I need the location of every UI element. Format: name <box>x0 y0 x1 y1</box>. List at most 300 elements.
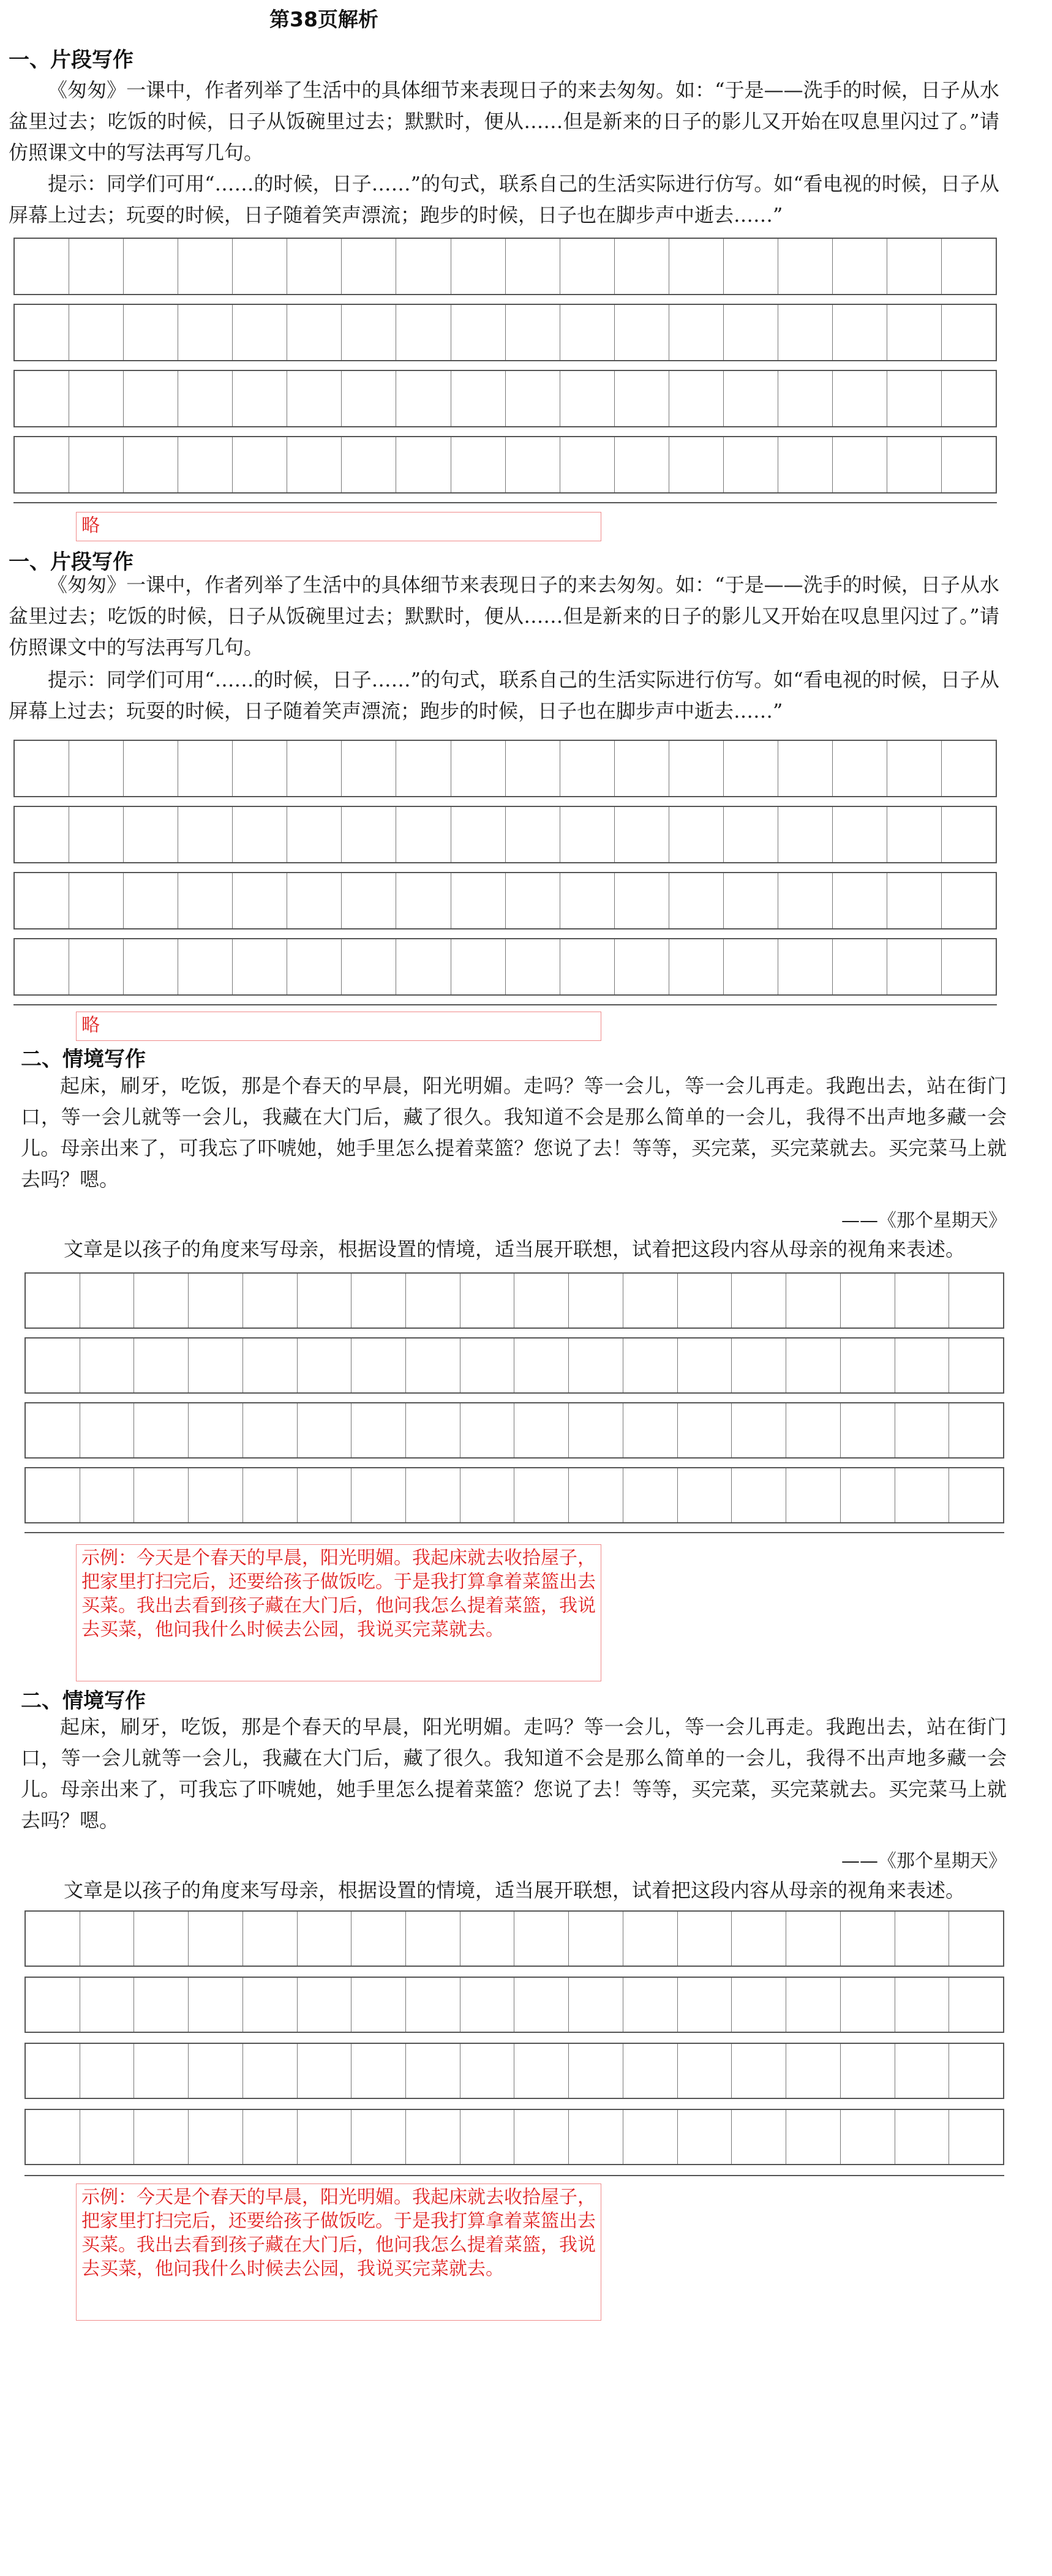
grid-cell <box>243 1468 298 1522</box>
grid-cell <box>287 939 342 994</box>
grid-cell <box>778 239 833 294</box>
grid-cell <box>569 2110 623 2164</box>
grid-cell <box>841 1339 895 1392</box>
grid-cell <box>678 1403 732 1457</box>
grid-cell <box>833 807 887 862</box>
grid-cell <box>15 371 69 426</box>
grid-cell <box>506 371 560 426</box>
grid-cell <box>243 2110 298 2164</box>
grid-cell <box>406 1339 460 1392</box>
grid-cell <box>80 2110 135 2164</box>
answer-box: 略 <box>76 512 601 541</box>
grid-cell <box>615 371 669 426</box>
grid-cell <box>841 1912 895 1966</box>
grid-cell <box>451 873 506 928</box>
grid-cell <box>298 1912 352 1966</box>
grid-cell <box>560 741 615 796</box>
grid-cell <box>833 437 887 492</box>
grid-row <box>24 1402 1004 1459</box>
grid-cell <box>351 1403 406 1457</box>
grid-cell <box>460 1468 515 1522</box>
grid-row <box>13 806 997 863</box>
grid-cell <box>942 873 996 928</box>
grid-cell <box>623 2044 678 2098</box>
grid-cell <box>396 741 451 796</box>
grid-cell <box>189 1403 243 1457</box>
grid-cell <box>287 239 342 294</box>
grid-cell <box>134 1403 189 1457</box>
grid-divider <box>13 502 997 503</box>
grid-cell <box>569 1468 623 1522</box>
grid-cell <box>351 2110 406 2164</box>
grid-cell <box>460 1912 515 1966</box>
grid-cell <box>506 437 560 492</box>
grid-cell <box>15 807 69 862</box>
grid-row <box>24 2043 1004 2099</box>
grid-cell <box>732 2044 786 2098</box>
grid-cell <box>69 305 124 360</box>
grid-cell <box>406 1912 460 1966</box>
grid-cell <box>678 1468 732 1522</box>
grid-row <box>24 2109 1004 2165</box>
grid-cell <box>124 939 178 994</box>
grid-cell <box>460 2044 515 2098</box>
grid-cell <box>569 1339 623 1392</box>
grid-cell <box>833 239 887 294</box>
grid-row <box>24 1272 1004 1329</box>
grid-cell <box>786 1403 841 1457</box>
section-heading: 二、情境写作 <box>21 1047 146 1072</box>
grid-cell <box>342 437 396 492</box>
grid-cell <box>342 371 396 426</box>
grid-cell <box>233 873 287 928</box>
grid-divider <box>24 2175 1004 2176</box>
grid-cell <box>80 1912 135 1966</box>
grid-cell <box>615 741 669 796</box>
grid-cell <box>949 1339 1003 1392</box>
grid-row <box>13 740 997 797</box>
grid-cell <box>124 305 178 360</box>
grid-cell <box>15 437 69 492</box>
grid-cell <box>949 1978 1003 2032</box>
grid-cell <box>506 939 560 994</box>
grid-cell <box>15 939 69 994</box>
grid-cell <box>134 1274 189 1327</box>
grid-cell <box>560 305 615 360</box>
grid-cell <box>895 1978 950 2032</box>
grid-cell <box>724 807 778 862</box>
grid-cell <box>287 873 342 928</box>
grid-cell <box>406 1978 460 2032</box>
grid-cell <box>786 1274 841 1327</box>
grid-cell <box>69 239 124 294</box>
grid-cell <box>69 741 124 796</box>
grid-cell <box>942 741 996 796</box>
grid-cell <box>560 807 615 862</box>
grid-cell <box>178 305 233 360</box>
grid-cell <box>623 1468 678 1522</box>
grid-cell <box>887 239 942 294</box>
grid-cell <box>514 1468 569 1522</box>
writing-grid <box>13 238 997 502</box>
grid-cell <box>841 2044 895 2098</box>
grid-cell <box>189 2044 243 2098</box>
grid-cell <box>942 807 996 862</box>
grid-cell <box>724 239 778 294</box>
prompt-paragraph: 《匆匆》一课中，作者列举了生活中的具体细节来表现日子的来去匆匆。如：“于是——洗手的时候，日子从水盆里过去；吃饭的时候，日子从饭碗里过去；默默时，便从……但是新来的日子的影儿又开始在叹息里闪过了。”请仿照课文中的写法再写几句。 <box>9 78 999 164</box>
grid-cell <box>406 1468 460 1522</box>
grid-cell <box>678 1912 732 1966</box>
grid-cell <box>887 873 942 928</box>
grid-cell <box>669 239 724 294</box>
grid-cell <box>26 1274 80 1327</box>
grid-cell <box>724 873 778 928</box>
grid-cell <box>460 1978 515 2032</box>
grid-cell <box>80 2044 135 2098</box>
grid-cell <box>887 741 942 796</box>
grid-cell <box>615 873 669 928</box>
grid-cell <box>233 437 287 492</box>
grid-cell <box>178 239 233 294</box>
grid-cell <box>678 2044 732 2098</box>
grid-cell <box>287 305 342 360</box>
grid-cell <box>942 939 996 994</box>
grid-cell <box>124 239 178 294</box>
grid-cell <box>833 741 887 796</box>
grid-cell <box>351 1912 406 1966</box>
grid-cell <box>124 741 178 796</box>
grid-cell <box>569 1274 623 1327</box>
grid-cell <box>514 1978 569 2032</box>
grid-cell <box>342 807 396 862</box>
grid-cell <box>124 437 178 492</box>
grid-cell <box>623 1912 678 1966</box>
grid-cell <box>233 807 287 862</box>
grid-cell <box>732 1403 786 1457</box>
grid-cell <box>134 2110 189 2164</box>
grid-cell <box>287 371 342 426</box>
grid-cell <box>786 1978 841 2032</box>
page-title: 第38页解析 <box>269 7 378 31</box>
grid-cell <box>396 305 451 360</box>
grid-cell <box>233 939 287 994</box>
grid-cell <box>560 239 615 294</box>
grid-cell <box>69 939 124 994</box>
grid-cell <box>833 371 887 426</box>
grid-cell <box>80 1403 135 1457</box>
grid-cell <box>887 939 942 994</box>
grid-cell <box>406 1274 460 1327</box>
grid-row <box>13 436 997 494</box>
grid-cell <box>560 437 615 492</box>
grid-cell <box>406 1403 460 1457</box>
grid-cell <box>895 2044 950 2098</box>
grid-cell <box>26 1339 80 1392</box>
grid-cell <box>623 1978 678 2032</box>
grid-cell <box>406 2044 460 2098</box>
grid-cell <box>80 1274 135 1327</box>
grid-cell <box>178 741 233 796</box>
grid-cell <box>342 239 396 294</box>
grid-row <box>13 938 997 996</box>
grid-cell <box>451 305 506 360</box>
grid-cell <box>514 2044 569 2098</box>
grid-cell <box>833 873 887 928</box>
grid-cell <box>732 1468 786 1522</box>
grid-cell <box>451 741 506 796</box>
grid-cell <box>26 2110 80 2164</box>
grid-cell <box>615 807 669 862</box>
grid-cell <box>560 873 615 928</box>
grid-cell <box>778 939 833 994</box>
task-paragraph: 文章是以孩子的角度来写母亲，根据设置的情境，适当展开联想，试着把这段内容从母亲的视角来表述。 <box>64 1879 966 1902</box>
grid-divider <box>13 1004 997 1005</box>
grid-cell <box>351 1274 406 1327</box>
grid-cell <box>351 1468 406 1522</box>
grid-cell <box>732 1274 786 1327</box>
grid-cell <box>949 2110 1003 2164</box>
passage-source: ——《那个星期天》 <box>841 1210 1007 1231</box>
grid-cell <box>396 371 451 426</box>
grid-cell <box>732 1339 786 1392</box>
grid-cell <box>351 1339 406 1392</box>
grid-cell <box>623 1339 678 1392</box>
grid-cell <box>460 1274 515 1327</box>
grid-cell <box>506 807 560 862</box>
grid-cell <box>623 2110 678 2164</box>
grid-cell <box>233 305 287 360</box>
grid-cell <box>615 437 669 492</box>
grid-cell <box>569 1403 623 1457</box>
grid-row <box>24 1910 1004 1967</box>
grid-cell <box>124 371 178 426</box>
grid-cell <box>134 1468 189 1522</box>
grid-cell <box>786 2044 841 2098</box>
grid-cell <box>786 1339 841 1392</box>
grid-cell <box>69 873 124 928</box>
grid-cell <box>786 2110 841 2164</box>
grid-cell <box>351 1978 406 2032</box>
grid-cell <box>841 1274 895 1327</box>
grid-cell <box>887 305 942 360</box>
grid-cell <box>887 371 942 426</box>
grid-cell <box>243 1403 298 1457</box>
grid-cell <box>134 1978 189 2032</box>
grid-cell <box>298 2044 352 2098</box>
hint-paragraph: 提示：同学们可用“……的时候，日子……”的句式，联系自己的生活实际进行仿写。如“看电视的时候，日子从屏幕上过去；玩耍的时候，日子随着笑声漂流；跑步的时候，日子也在脚步声中逝去……” <box>9 668 999 723</box>
writing-grid <box>24 1272 1004 1537</box>
grid-cell <box>678 1274 732 1327</box>
grid-cell <box>243 1912 298 1966</box>
grid-cell <box>178 807 233 862</box>
grid-cell <box>949 1912 1003 1966</box>
grid-cell <box>69 371 124 426</box>
grid-cell <box>778 371 833 426</box>
grid-cell <box>669 305 724 360</box>
writing-grid <box>24 1910 1004 2177</box>
grid-row <box>13 304 997 361</box>
grid-cell <box>569 1912 623 1966</box>
grid-cell <box>724 437 778 492</box>
grid-cell <box>189 1468 243 1522</box>
grid-cell <box>396 239 451 294</box>
grid-cell <box>233 741 287 796</box>
grid-cell <box>178 371 233 426</box>
grid-cell <box>189 2110 243 2164</box>
answer-box: 示例：今天是个春天的早晨，阳光明媚。我起床就去收拾屋子，把家里打扫完后，还要给孩子做饭吃。于是我打算拿着菜篮出去买菜。我出去看到孩子藏在大门后，他问我怎么提着菜篮，我说去买菜，他问我什么时候去公园，我说买完菜就去。 <box>76 2184 601 2321</box>
grid-cell <box>678 2110 732 2164</box>
grid-cell <box>724 741 778 796</box>
grid-row <box>13 370 997 427</box>
grid-cell <box>396 807 451 862</box>
grid-row <box>24 1337 1004 1394</box>
grid-cell <box>243 2044 298 2098</box>
grid-cell <box>243 1978 298 2032</box>
grid-cell <box>669 807 724 862</box>
grid-cell <box>778 305 833 360</box>
grid-cell <box>298 1339 352 1392</box>
grid-cell <box>569 1978 623 2032</box>
grid-cell <box>189 1339 243 1392</box>
grid-cell <box>15 873 69 928</box>
hint-paragraph: 提示：同学们可用“……的时候，日子……”的句式，联系自己的生活实际进行仿写。如“看电视的时候，日子从屏幕上过去；玩耍的时候，日子随着笑声漂流；跑步的时候，日子也在脚步声中逝去……” <box>9 172 999 227</box>
grid-cell <box>243 1339 298 1392</box>
grid-row <box>24 1977 1004 2033</box>
grid-cell <box>26 1978 80 2032</box>
grid-cell <box>80 1978 135 2032</box>
passage-paragraph: 起床，刷牙，吃饭，那是个春天的早晨，阳光明媚。走吗？等一会儿，等一会儿再走。我跑出去，站在街门口，等一会儿就等一会儿，我藏在大门后，藏了很久。我知道不会是那么简单的一会儿，我得不出声地多藏一会儿。母亲出来了，可我忘了吓唬她，她手里怎么提着菜篮？您说了去！等等，买完菜，买完菜就去。买完菜马上就去吗？嗯。 <box>21 1715 1007 1832</box>
grid-cell <box>724 371 778 426</box>
grid-cell <box>678 1339 732 1392</box>
grid-cell <box>678 1978 732 2032</box>
writing-grid <box>13 740 997 1004</box>
grid-cell <box>669 437 724 492</box>
grid-cell <box>506 873 560 928</box>
grid-cell <box>514 1339 569 1392</box>
grid-cell <box>514 1403 569 1457</box>
grid-cell <box>287 807 342 862</box>
grid-cell <box>451 437 506 492</box>
grid-cell <box>560 371 615 426</box>
grid-cell <box>26 1468 80 1522</box>
grid-cell <box>15 305 69 360</box>
grid-cell <box>732 1978 786 2032</box>
grid-cell <box>287 437 342 492</box>
grid-cell <box>406 2110 460 2164</box>
grid-cell <box>942 437 996 492</box>
grid-row <box>13 238 997 295</box>
section-heading: 一、片段写作 <box>9 550 133 574</box>
grid-cell <box>786 1468 841 1522</box>
grid-cell <box>669 939 724 994</box>
grid-cell <box>460 1403 515 1457</box>
grid-cell <box>80 1339 135 1392</box>
grid-cell <box>615 239 669 294</box>
grid-cell <box>342 741 396 796</box>
grid-cell <box>298 1978 352 2032</box>
grid-cell <box>833 305 887 360</box>
grid-cell <box>243 1274 298 1327</box>
grid-cell <box>69 437 124 492</box>
section-heading: 一、片段写作 <box>9 48 133 72</box>
grid-cell <box>396 873 451 928</box>
grid-cell <box>724 305 778 360</box>
task-paragraph: 文章是以孩子的角度来写母亲，根据设置的情境，适当展开联想，试着把这段内容从母亲的视角来表述。 <box>64 1237 966 1261</box>
grid-cell <box>351 2044 406 2098</box>
grid-cell <box>506 305 560 360</box>
grid-cell <box>342 939 396 994</box>
grid-cell <box>287 741 342 796</box>
grid-cell <box>134 2044 189 2098</box>
grid-cell <box>514 1912 569 1966</box>
grid-divider <box>24 1532 1004 1533</box>
grid-cell <box>887 807 942 862</box>
section-heading: 二、情境写作 <box>21 1689 146 1713</box>
grid-cell <box>189 1274 243 1327</box>
grid-cell <box>15 239 69 294</box>
passage-paragraph: 起床，刷牙，吃饭，那是个春天的早晨，阳光明媚。走吗？等一会儿，等一会儿再走。我跑出去，站在街门口，等一会儿就等一会儿，我藏在大门后，藏了很久。我知道不会是那么简单的一会儿，我得不出声地多藏一会儿。母亲出来了，可我忘了吓唬她，她手里怎么提着菜篮？您说了去！等等，买完菜，买完菜就去。买完菜马上就去吗？嗯。 <box>21 1074 1007 1191</box>
grid-cell <box>69 807 124 862</box>
prompt-paragraph: 《匆匆》一课中，作者列举了生活中的具体细节来表现日子的来去匆匆。如：“于是——洗手的时候，日子从水盆里过去；吃饭的时候，日子从饭碗里过去；默默时，便从……但是新来的日子的影儿又开始在叹息里闪过了。”请仿照课文中的写法再写几句。 <box>9 573 999 659</box>
grid-cell <box>778 741 833 796</box>
grid-cell <box>887 437 942 492</box>
grid-cell <box>134 1339 189 1392</box>
grid-cell <box>506 239 560 294</box>
grid-cell <box>298 1403 352 1457</box>
grid-cell <box>895 2110 950 2164</box>
grid-cell <box>80 1468 135 1522</box>
grid-cell <box>895 1403 950 1457</box>
grid-cell <box>460 2110 515 2164</box>
grid-cell <box>298 1274 352 1327</box>
grid-cell <box>15 741 69 796</box>
grid-cell <box>778 437 833 492</box>
grid-cell <box>233 371 287 426</box>
grid-cell <box>396 437 451 492</box>
grid-cell <box>514 1274 569 1327</box>
grid-cell <box>451 939 506 994</box>
grid-cell <box>841 1978 895 2032</box>
grid-cell <box>942 371 996 426</box>
grid-cell <box>178 939 233 994</box>
grid-cell <box>451 371 506 426</box>
grid-cell <box>26 1912 80 1966</box>
grid-cell <box>895 1912 950 1966</box>
grid-cell <box>26 1403 80 1457</box>
grid-cell <box>514 2110 569 2164</box>
answer-box: 示例：今天是个春天的早晨，阳光明媚。我起床就去收拾屋子，把家里打扫完后，还要给孩子做饭吃。于是我打算拿着菜篮出去买菜。我出去看到孩子藏在大门后，他问我怎么提着菜篮，我说去买菜，他问我什么时候去公园，我说买完菜就去。 <box>76 1544 601 1681</box>
grid-cell <box>298 1468 352 1522</box>
passage-source: ——《那个星期天》 <box>841 1850 1007 1872</box>
grid-cell <box>342 873 396 928</box>
grid-cell <box>949 1403 1003 1457</box>
grid-cell <box>623 1274 678 1327</box>
grid-cell <box>669 873 724 928</box>
grid-cell <box>949 1468 1003 1522</box>
grid-cell <box>895 1468 950 1522</box>
grid-cell <box>451 239 506 294</box>
grid-cell <box>451 807 506 862</box>
grid-cell <box>724 939 778 994</box>
grid-cell <box>895 1339 950 1392</box>
grid-cell <box>134 1912 189 1966</box>
grid-cell <box>506 741 560 796</box>
grid-cell <box>669 371 724 426</box>
grid-cell <box>460 1339 515 1392</box>
grid-row <box>13 872 997 929</box>
grid-cell <box>778 873 833 928</box>
grid-cell <box>732 1912 786 1966</box>
